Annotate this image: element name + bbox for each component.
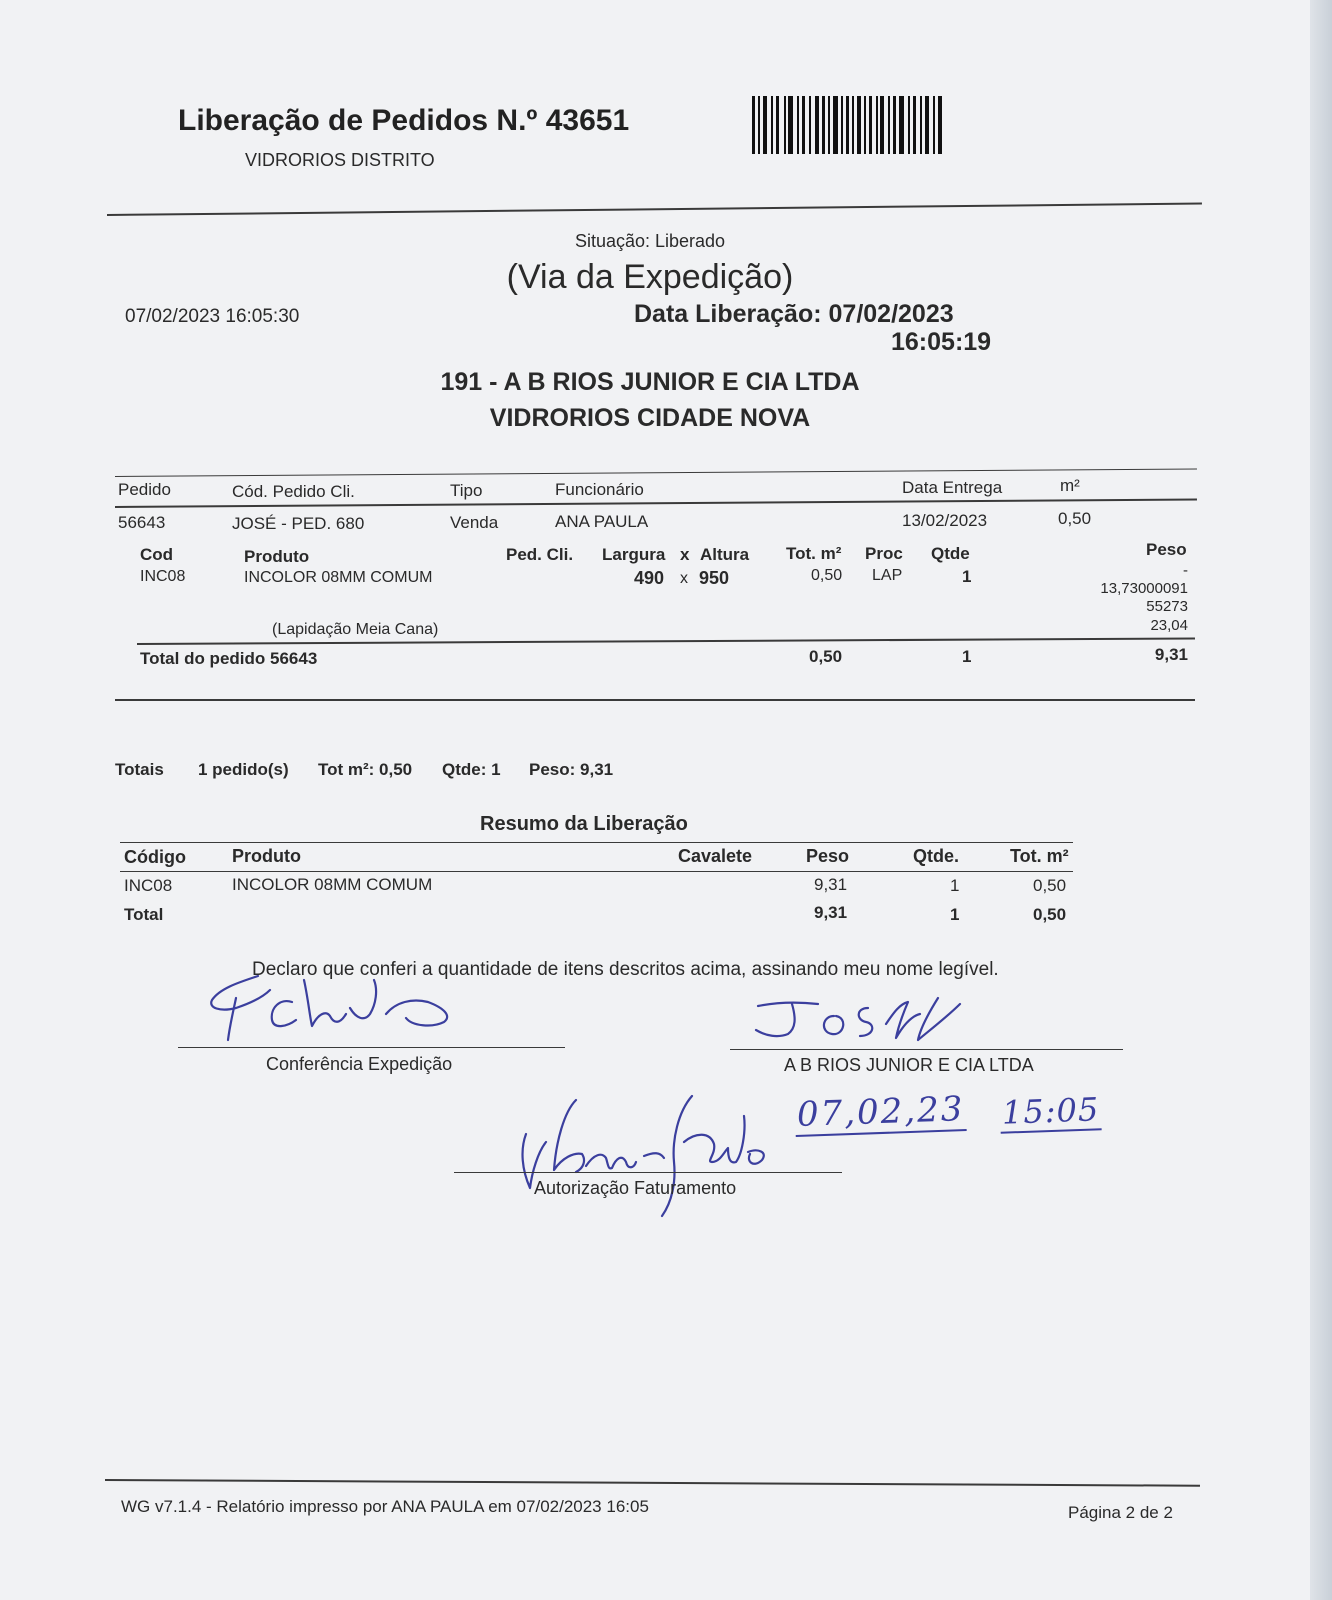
item-peso-line: 23,04 <box>1150 617 1188 634</box>
resumo-header-cavalete: Cavalete <box>678 846 753 866</box>
order-data-entrega: 13/02/2023 <box>902 511 988 530</box>
signature-autorizacao <box>516 1092 776 1222</box>
items-header-largura: Largura <box>602 545 666 564</box>
barcode-icon <box>752 96 946 154</box>
document-title: Liberação de Pedidos N.º 43651 <box>178 104 630 137</box>
order-header-data-entrega: Data Entrega <box>902 478 1003 497</box>
order-header-cod-cli: Cód. Pedido Cli. <box>232 482 355 501</box>
totais-pedidos: 1 pedido(s) <box>198 760 289 779</box>
item-peso-line: 55273 <box>1146 598 1188 615</box>
order-header-funcionario: Funcionário <box>555 480 644 499</box>
divider <box>115 468 1197 477</box>
items-header-altura: Altura <box>700 545 750 564</box>
totais-qtde: Qtde: 1 <box>442 760 501 779</box>
signature-conferencia <box>200 968 480 1048</box>
data-liberacao: Data Liberação: 07/02/2023 <box>634 300 954 328</box>
company-name: VIDRORIOS DISTRITO <box>245 150 435 170</box>
order-cod-cli: JOSÉ - PED. 680 <box>232 514 365 533</box>
client-name: 191 - A B RIOS JUNIOR E CIA LTDA <box>440 368 860 396</box>
signature-line <box>178 1047 565 1048</box>
items-header-proc: Proc <box>865 544 903 563</box>
totais-peso: Peso: 9,31 <box>529 760 614 779</box>
conferencia-label: Conferência Expedição <box>266 1054 453 1074</box>
handwritten-date: 07,02,23 <box>794 1089 967 1137</box>
resumo-row-codigo: INC08 <box>124 876 173 895</box>
order-header-pedido: Pedido <box>118 480 171 499</box>
via-label: (Via da Expedição) <box>506 258 794 296</box>
item-altura: 950 <box>699 568 730 588</box>
divider <box>120 871 1073 872</box>
cliente-label: A B RIOS JUNIOR E CIA LTDA <box>784 1055 1034 1075</box>
item-proc: LAP <box>872 567 903 584</box>
item-note: (Lapidação Meia Cana) <box>272 621 439 638</box>
resumo-header-peso: Peso <box>806 846 850 866</box>
item-peso-dash: - <box>1183 562 1188 579</box>
footer-printed-by: WG v7.1.4 - Relatório impresso por ANA PAULA em 07/02/2023 16:05 <box>121 1497 649 1516</box>
resumo-header-produto: Produto <box>232 846 301 866</box>
items-header-qtde: Qtde <box>931 544 970 563</box>
divider <box>105 1479 1200 1487</box>
signature-cliente <box>748 994 988 1054</box>
resumo-total-label: Total <box>124 905 164 924</box>
order-total-label: Total do pedido 56643 <box>140 649 318 668</box>
divider <box>107 203 1202 216</box>
divider <box>115 699 1195 701</box>
resumo-header-tot-m2: Tot. m² <box>1010 846 1069 866</box>
resumo-header-qtde: Qtde. <box>913 846 960 866</box>
resumo-total-peso: 9,31 <box>814 903 848 922</box>
items-header-ped-cli: Ped. Cli. <box>506 545 574 564</box>
resumo-total-tot-m2: 0,50 <box>1033 905 1067 924</box>
divider <box>120 842 1073 843</box>
items-header-produto: Produto <box>244 547 310 566</box>
order-total-peso: 9,31 <box>1154 645 1188 664</box>
autorizacao-label: Autorização Faturamento <box>534 1178 737 1198</box>
resumo-title: Resumo da Liberação <box>480 813 688 835</box>
order-funcionario: ANA PAULA <box>555 512 649 531</box>
situacao-label: Situação: Liberado <box>574 231 726 251</box>
items-header-tot-m2: Tot. m² <box>786 544 842 563</box>
resumo-row-produto: INCOLOR 08MM COMUM <box>232 875 433 894</box>
order-tipo: Venda <box>450 513 499 532</box>
data-liberacao-time: 16:05:19 <box>891 328 992 356</box>
client-branch: VIDRORIOS CIDADE NOVA <box>489 404 811 432</box>
item-peso-line: 13,73000091 <box>1100 580 1188 597</box>
declaration-text: Declaro que conferi a quantidade de itens descritos acima, assinando meu nome legível. <box>252 959 999 980</box>
resumo-row-peso: 9,31 <box>814 875 848 894</box>
handwritten-time: 15:05 <box>999 1090 1102 1134</box>
order-m2: 0,50 <box>1058 509 1092 528</box>
item-tot-m2: 0,50 <box>811 567 843 584</box>
totais-label: Totais <box>115 760 164 779</box>
items-header-peso: Peso <box>1146 540 1187 559</box>
footer-page-number: Página 2 de 2 <box>1068 1503 1173 1522</box>
items-header-cod: Cod <box>140 545 174 564</box>
items-header-x: x <box>680 545 690 564</box>
order-header-m2: m² <box>1060 476 1080 495</box>
totais-tot-m2: Tot m²: 0,50 <box>318 760 413 779</box>
item-largura: 490 <box>634 568 665 588</box>
item-x: x <box>680 570 688 587</box>
item-produto: INCOLOR 08MM COMUM <box>244 569 433 586</box>
order-total-m2: 0,50 <box>809 647 843 666</box>
order-pedido: 56643 <box>118 513 166 532</box>
resumo-row-qtde: 1 <box>950 876 960 895</box>
background-edge <box>1310 0 1332 1600</box>
order-header-tipo: Tipo <box>450 481 483 500</box>
resumo-total-qtde: 1 <box>950 905 960 924</box>
order-total-qtde: 1 <box>962 647 972 666</box>
item-cod: INC08 <box>140 568 186 585</box>
signature-line <box>730 1049 1123 1050</box>
signature-line <box>454 1172 842 1173</box>
resumo-header-codigo: Código <box>124 847 186 867</box>
item-qtde: 1 <box>962 567 972 586</box>
print-datetime: 07/02/2023 16:05:30 <box>125 306 300 327</box>
resumo-row-tot-m2: 0,50 <box>1033 876 1067 895</box>
